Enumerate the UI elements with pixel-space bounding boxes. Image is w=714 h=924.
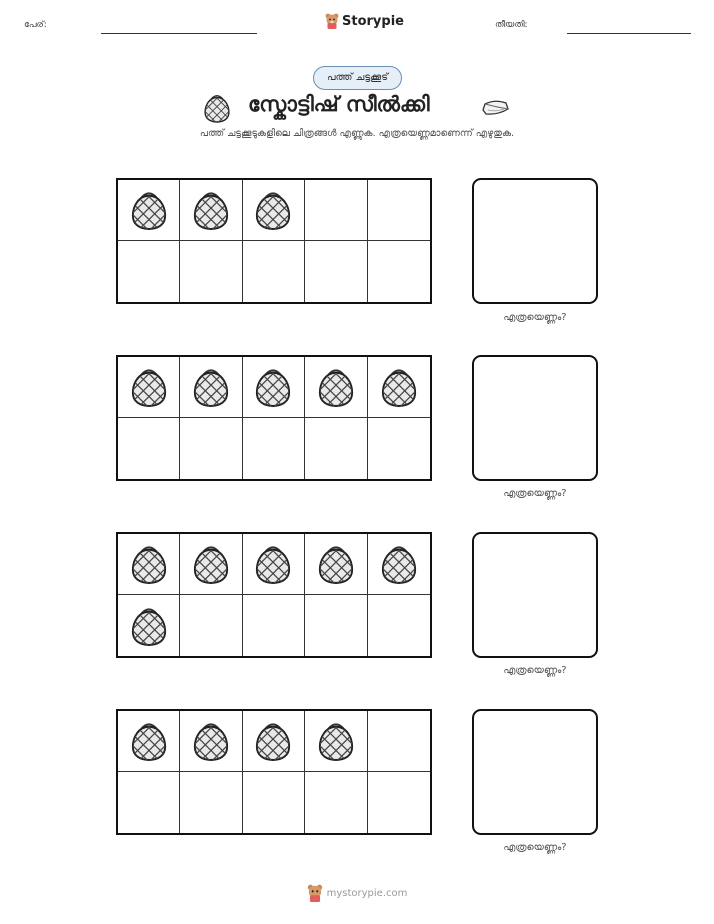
frame-cell — [305, 418, 367, 479]
woven-basket-icon — [192, 189, 230, 231]
woven-basket-icon — [254, 543, 292, 585]
topic-badge: പത്ത് ചട്ടക്കൂട് — [313, 66, 402, 90]
frame-cell — [118, 418, 180, 479]
woven-basket-icon — [254, 366, 292, 408]
basket-icon — [203, 92, 231, 124]
frame-cell — [305, 772, 367, 833]
frame-cell — [118, 711, 180, 772]
name-line[interactable] — [101, 33, 257, 34]
woven-basket-icon — [380, 543, 418, 585]
frame-cell — [118, 357, 180, 418]
frame-cell — [368, 357, 430, 418]
worksheet-title: സ്കോട്ടിഷ് സീൽക്കി — [248, 92, 430, 116]
frame-cell — [368, 241, 430, 302]
woven-basket-icon — [130, 543, 168, 585]
frame-cell — [180, 418, 242, 479]
brand-name: Storypie — [342, 13, 404, 29]
answer-box-3[interactable] — [472, 532, 598, 658]
frame-cell — [305, 534, 367, 595]
instructions: പത്ത് ചട്ടക്കൂടുകളിലെ ചിത്രങ്ങൾ എണ്ണുക. എത്രയെണ്ണമാണെന്ന് എഴുതുക. — [199, 128, 515, 139]
seal-skin-icon — [480, 98, 510, 118]
answer-box-2[interactable] — [472, 355, 598, 481]
woven-basket-icon — [192, 720, 230, 762]
woven-basket-icon — [192, 543, 230, 585]
frame-cell — [243, 772, 305, 833]
answer-box-1[interactable] — [472, 178, 598, 304]
frame-cell — [243, 180, 305, 241]
frame-cell — [118, 595, 180, 656]
answer-label-1: എത്രയെണ്ണം? — [503, 312, 567, 323]
date-line[interactable] — [567, 33, 691, 34]
woven-basket-icon — [317, 720, 355, 762]
woven-basket-icon — [254, 189, 292, 231]
frame-cell — [305, 241, 367, 302]
woven-basket-icon — [130, 720, 168, 762]
frame-cell — [305, 711, 367, 772]
woven-basket-icon — [254, 720, 292, 762]
frame-cell — [243, 418, 305, 479]
frame-cell — [180, 534, 242, 595]
frame-cell — [368, 772, 430, 833]
answer-label-4: എത്രയെണ്ണം? — [503, 842, 567, 853]
title-row — [0, 90, 714, 124]
frame-cell — [118, 772, 180, 833]
frame-cell — [180, 180, 242, 241]
frame-cell — [305, 357, 367, 418]
name-label: പേര്: — [24, 20, 47, 30]
footer — [0, 884, 714, 902]
frame-cell — [243, 357, 305, 418]
answer-label-3: എത്രയെണ്ണം? — [503, 665, 567, 676]
woven-basket-icon — [130, 605, 168, 647]
frame-cell — [368, 180, 430, 241]
frame-cell — [180, 595, 242, 656]
woven-basket-icon — [192, 366, 230, 408]
woven-basket-icon — [317, 366, 355, 408]
frame-cell — [243, 534, 305, 595]
woven-basket-icon — [380, 366, 418, 408]
frame-cell — [243, 241, 305, 302]
bear-mascot-icon — [307, 884, 323, 902]
woven-basket-icon — [130, 366, 168, 408]
footer-url[interactable]: mystorypie.com — [326, 887, 408, 899]
frame-cell — [118, 180, 180, 241]
woven-basket-icon — [317, 543, 355, 585]
answer-label-2: എത്രയെണ്ണം? — [503, 488, 567, 499]
date-label: തീയതി: — [495, 20, 528, 30]
worksheet-header — [0, 0, 714, 50]
woven-basket-icon — [130, 189, 168, 231]
frame-cell — [368, 418, 430, 479]
storypie-logo — [325, 13, 404, 29]
frame-cell — [368, 595, 430, 656]
frame-cell — [243, 711, 305, 772]
frame-cell — [180, 772, 242, 833]
ten-frame-3 — [116, 532, 432, 658]
frame-cell — [180, 241, 242, 302]
frame-cell — [180, 357, 242, 418]
frame-cell — [243, 595, 305, 656]
frame-cell — [118, 534, 180, 595]
bear-mascot-icon — [325, 13, 339, 29]
answer-box-4[interactable] — [472, 709, 598, 835]
frame-cell — [305, 595, 367, 656]
frame-cell — [118, 241, 180, 302]
frame-cell — [368, 534, 430, 595]
ten-frame-1 — [116, 178, 432, 304]
frame-cell — [368, 711, 430, 772]
ten-frame-4 — [116, 709, 432, 835]
frame-cell — [305, 180, 367, 241]
ten-frame-2 — [116, 355, 432, 481]
frame-cell — [180, 711, 242, 772]
